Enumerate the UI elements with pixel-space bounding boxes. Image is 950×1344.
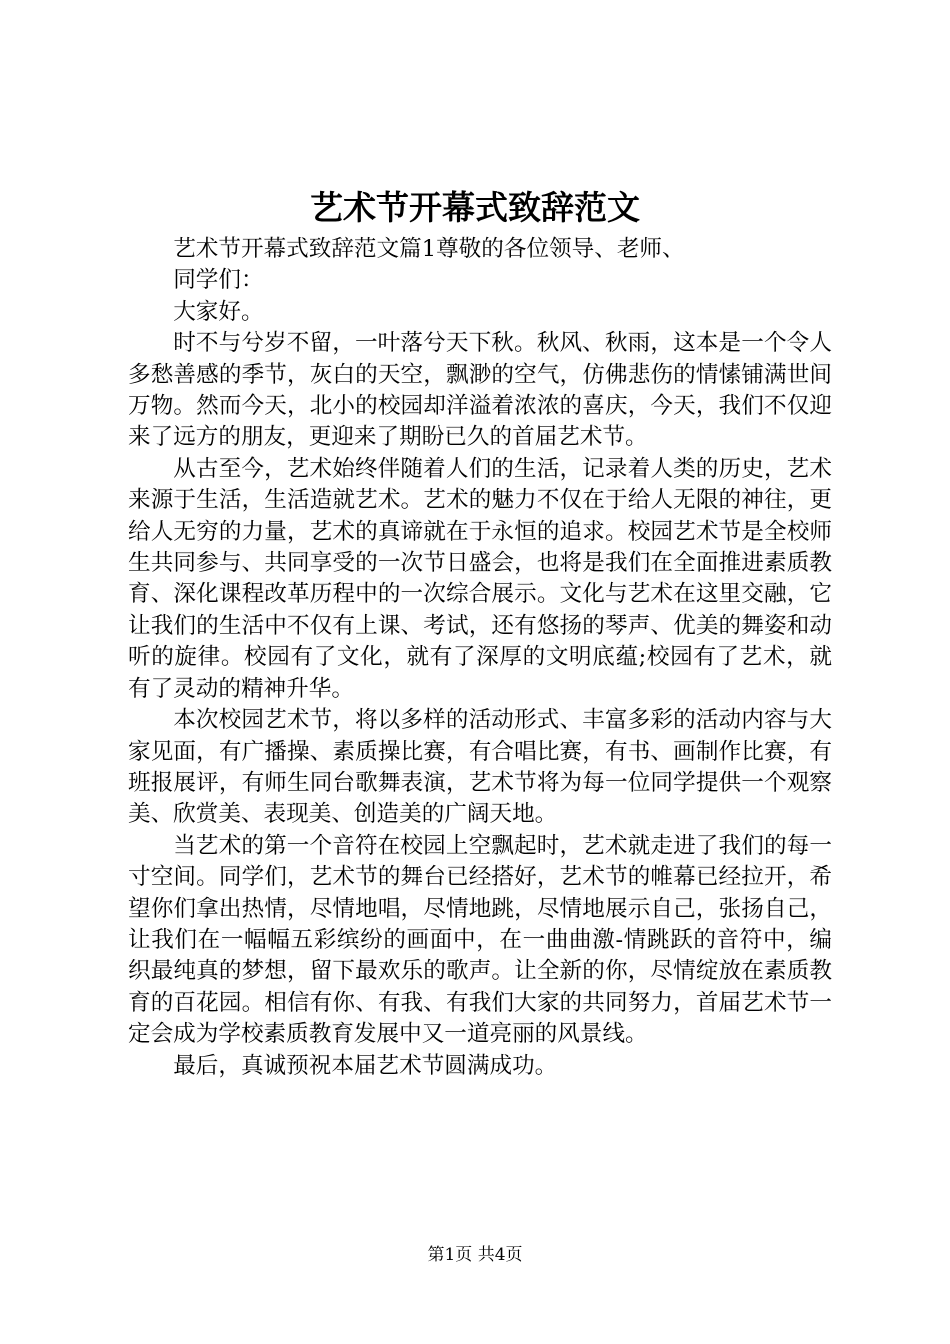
document-title: 艺术节开幕式致辞范文 xyxy=(310,188,640,227)
document-body xyxy=(128,234,832,1082)
paragraph-greeting: 大家好。 xyxy=(173,298,264,325)
paragraph-intro: 艺术节开幕式致辞范文篇1尊敬的各位领导、老师、 xyxy=(173,236,685,262)
paragraph-art-history: 从古至今，艺术始终伴随着人们的生活，记录着人类的历史，艺术来源于生活，生活造就艺术。艺术的魅力不仅在于给人无限的神往，更给人无穷的力量，艺术的真谛就在于永恒的追求。校园艺术节是全校师生共同参与、共同享受的一次节日盛会，也将是我们在全面推进素质教育、深化课程改革历程中的一次综合展示。文化与艺术在这里交融，它让我们的生活中不仅有上课、考试，还有悠扬的琴声、优美的舞姿和动听的旋律。校园有了文化，就有了深厚的文明底蕴;校园有了艺术，就有了灵动的精神升华。 xyxy=(128,455,832,702)
paragraph-closing: 最后，真诚预祝本届艺术节圆满成功。 xyxy=(173,1052,558,1079)
paragraph-stage: 当艺术的第一个音符在校园上空飘起时，艺术就走进了我们的每一寸空间。同学们，艺术节的舞台已经搭好，艺术节的帷幕已经拉开，希望你们拿出热情，尽情地唱，尽情地跳，尽情地展示自己，张扬自己，让我们在一幅幅五彩缤纷的画面中，在一曲曲激-情跳跃的音符中，编织最纯真的梦想，留下最欢乐的歌声。让全新的你，尽情绽放在素质教育的百花园。相信有你、有我、有我们大家的共同努力，首届艺术节一定会成为学校素质教育发展中又一道亮丽的风景线。 xyxy=(128,832,832,1048)
paragraph-activities: 本次校园艺术节，将以多样的活动形式、丰富多彩的活动内容与大家见面，有广播操、素质操比赛，有合唱比赛，有书、画制作比赛，有班报展评，有师生同台歌舞表演，艺术节将为每一位同学提供一个观察美、欣赏美、表现美、创造美的广阔天地。 xyxy=(128,707,832,828)
paragraph-autumn: 时不与兮岁不留，一叶落兮天下秋。秋风、秋雨，这本是一个令人多愁善感的季节，灰白的天空，飘渺的空气，仿佛悲伤的情愫铺满世间万物。然而今天，北小的校园却洋溢着浓浓的喜庆，今天，我们不仅迎来了远方的朋友，更迎来了期盼已久的首届艺术节。 xyxy=(128,330,832,451)
paragraph-salutation: 同学们： xyxy=(173,267,264,294)
page-footer: 第1页 共4页 xyxy=(427,1245,523,1265)
